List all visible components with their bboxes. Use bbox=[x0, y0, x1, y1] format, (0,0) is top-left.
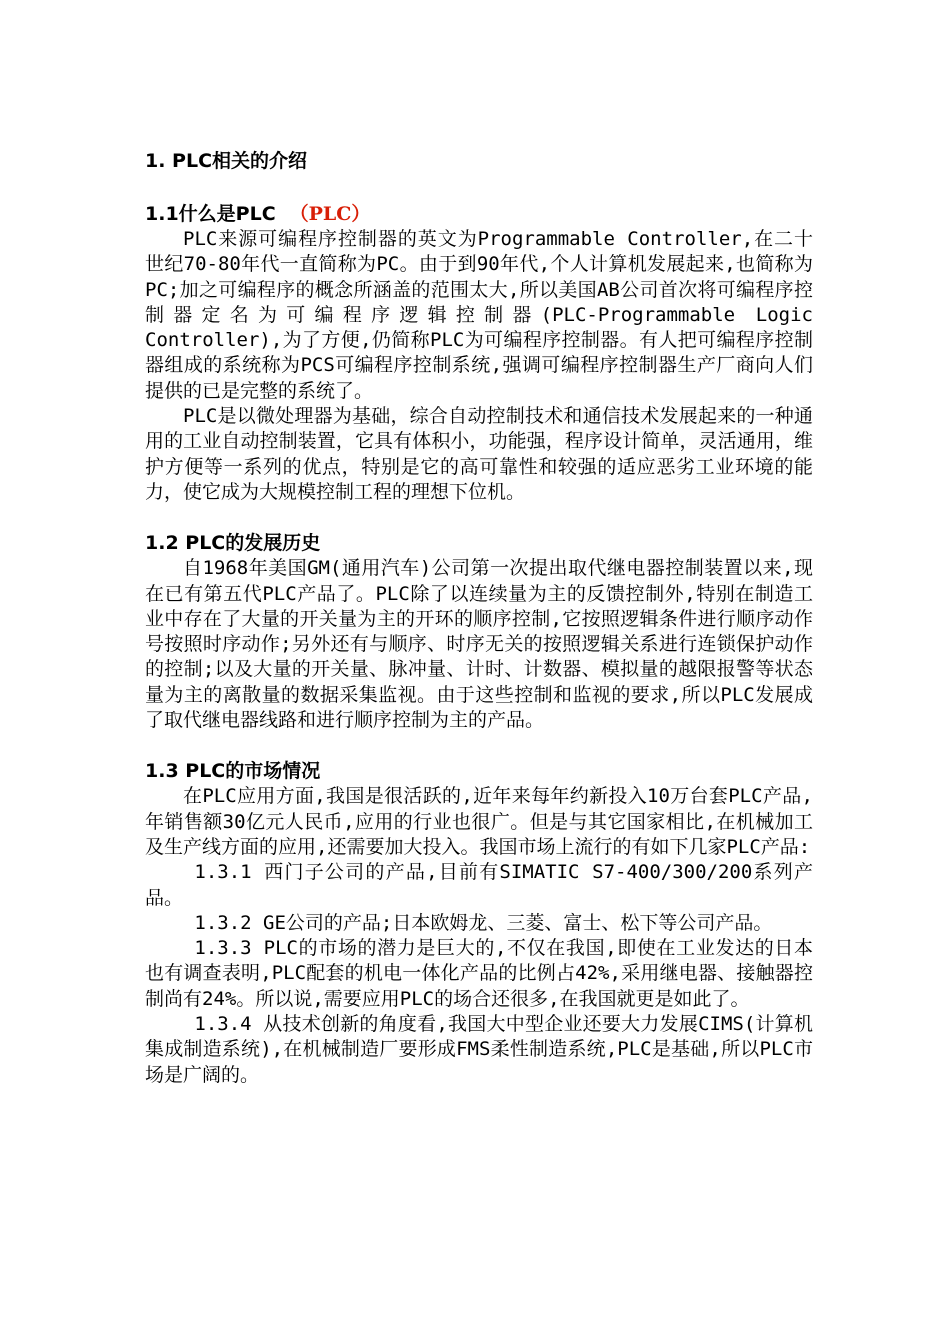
document-body bbox=[145, 148, 813, 1088]
section-heading-what-is-plc bbox=[145, 201, 813, 227]
list-item: 1.3.3 PLC的市场的潜力是巨大的,不仅在我国,即使在工业发达的日本也有调查表明,PLC配套的机电一体化产品的比例占42%,采用继电器、接触器控制尚有24%。所以说,需要应用PLC的场合还很多,在我国就更是如此了。 bbox=[145, 937, 813, 1010]
section-heading-market: 1.3 PLC的市场情况 bbox=[145, 760, 321, 783]
list-item: 1.3.4 从技术创新的角度看,我国大中型企业还要大力发展CIMS(计算机集成制造系统),在机械制造厂要形成FMS柔性制造系统,PLC是基础,所以PLC市场是广阔的。 bbox=[145, 1013, 813, 1086]
list-item: 1.3.1 西门子公司的产品,目前有SIMATIC S7-400/300/200系列产品。 bbox=[145, 861, 813, 909]
paragraph: 在PLC应用方面,我国是很活跃的,近年来每年约新投入10万台套PLC产品,年销售额30亿元人民币,应用的行业也很广。但是与其它国家相比,在机械加工及生产线方面的应用,还需要加大投入。我国市场上流行的有如下几家PLC产品: bbox=[145, 785, 813, 858]
section-heading-accent: （PLC） bbox=[289, 203, 371, 225]
paragraph: PLC是以微处理器为基础，综合自动控制技术和通信技术发展起来的一种通用的工业自动控制装置，它具有体积小，功能强，程序设计简单，灵活通用，维护方便等一系列的优点，特别是它的高可靠性和较强的适应恶劣工业环境的能力，使它成为大规模控制工程的理想下位机。 bbox=[145, 405, 813, 503]
section-heading-history: 1.2 PLC的发展历史 bbox=[145, 532, 321, 555]
document-title: 1. PLC相关的介绍 bbox=[145, 150, 308, 172]
section-heading-text: 1.1什么是PLC bbox=[145, 203, 276, 225]
list-item: 1.3.2 GE公司的产品;日本欧姆龙、三菱、富士、松下等公司产品。 bbox=[194, 911, 773, 934]
paragraph: 自1968年美国GM(通用汽车)公司第一次提出取代继电器控制装置以来,现在已有第五代PLC产品了。PLC除了以连续量为主的反馈控制外,特别在制造工业中存在了大量的开关量为主的开环的顺序控制,它按照逻辑条件进行顺序动作号按照时序动作;另外还有与顺序、时序无关的按照逻辑关系进行连锁保护动作的控制;以及大量的开关量、脉冲量、计时、计数器、模拟量的越限报警等状态量为主的离散量的数据采集监视。由于这些控制和监视的要求,所以PLC发展成了取代继电器线路和进行顺序控制为主的产品。 bbox=[145, 557, 813, 732]
paragraph: PLC来源可编程序控制器的英文为Programmable Controller,在二十世纪70-80年代一直简称为PC。由于到90年代,个人计算机发展起来,也简称为PC;加之可编程序的概念所涵盖的范围太大,所以美国AB公司首次将可编程序控制器定名为可编程序逻辑控制器(PLC-Programmable Logic Controller),为了方便,仍简称PLC为可编程序控制器。有人把可编程序控制器组成的系统称为PCS可编程序控制系统,强调可编程序控制器生产厂商向人们提供的已是完整的系统了。 bbox=[145, 228, 813, 402]
